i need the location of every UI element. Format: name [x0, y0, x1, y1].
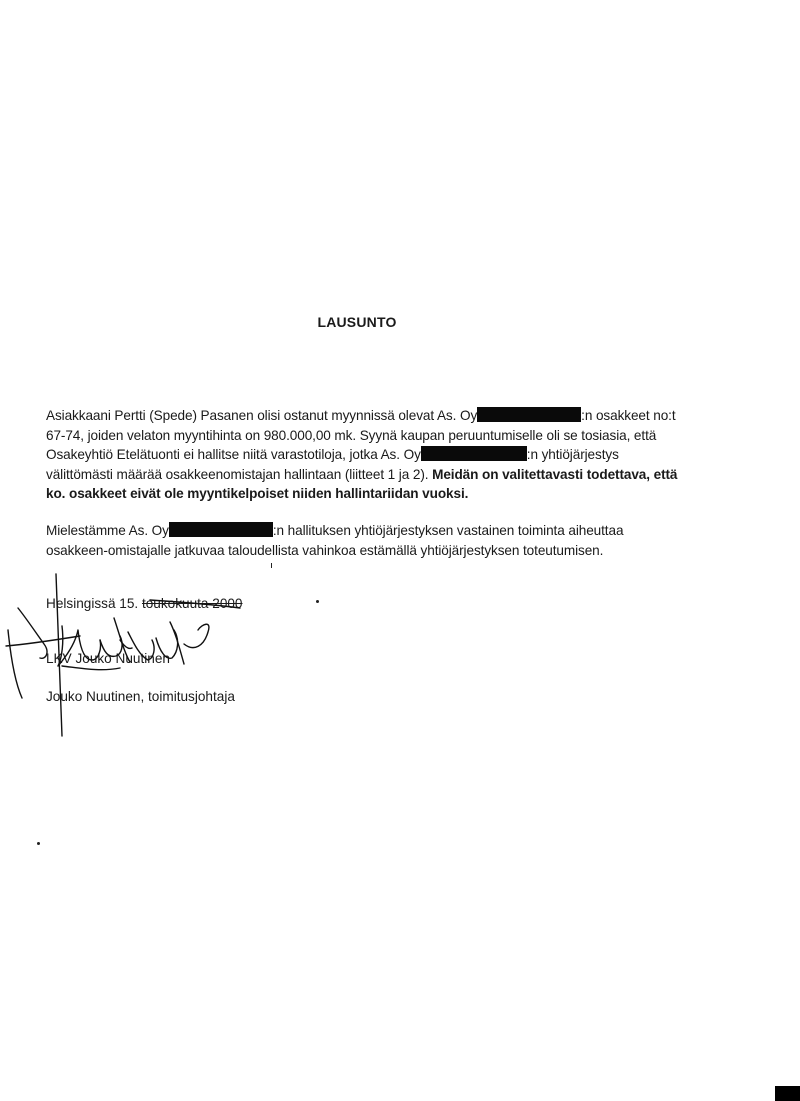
- signer-line: LKV Jouko Nuutinen: [46, 651, 170, 666]
- paragraph-opinion-text-1: Mielestämme As. Oy: [46, 523, 169, 538]
- scan-speck: [316, 600, 319, 603]
- document-title: LAUSUNTO: [317, 314, 397, 330]
- paragraph-main-bold: Meidän on valitettavasti todettava, että ko. osakkeet eivät ole myyntikelpoiset niiden hallintariidan vuoksi.: [46, 466, 678, 502]
- paragraph-main: [46, 406, 686, 504]
- paragraph-opinion: [46, 521, 686, 560]
- scan-speck: [37, 842, 40, 845]
- paragraph-main-text-3: :n yhtiöjärjestys välittömästi määrää osakkeenomistajan hallintaan (liitteet 1 ja 2).: [46, 447, 619, 482]
- redaction-block: [421, 446, 527, 461]
- handwritten-signature: [0, 560, 260, 740]
- scan-corner-mark: [775, 1086, 800, 1101]
- date-text: toukokuuta 2000: [141, 596, 243, 611]
- signer-title: Jouko Nuutinen, toimitusjohtaja: [46, 689, 235, 704]
- paragraph-main-text-1: Asiakkaani Pertti (Spede) Pasanen olisi ostanut myynnissä olevat As. Oy: [46, 408, 478, 423]
- redaction-block: [477, 407, 581, 422]
- scan-speck: [271, 563, 272, 568]
- redaction-block: [169, 522, 273, 537]
- paragraph-opinion-text-2: :n hallituksen yhtiöjärjestyksen vastainen toiminta aiheuttaa osakkeen-omistajalle jatkuvaa taloudellista vahinkoa estämällä yhtiöjärjestyksen toteutumisen.: [46, 523, 624, 558]
- paragraph-main-text-2: :n osakkeet no:t 67-74, joiden velaton myyntihinta on 980.000,00 mk. Syynä kaupan peruuntumiselle oli se tosiasia, että Osakeyhtiö Etelätuonti ei hallitse niitä varastotiloja, jotka As. Oy: [46, 408, 676, 463]
- place-text: Helsingissä 15.: [46, 596, 139, 611]
